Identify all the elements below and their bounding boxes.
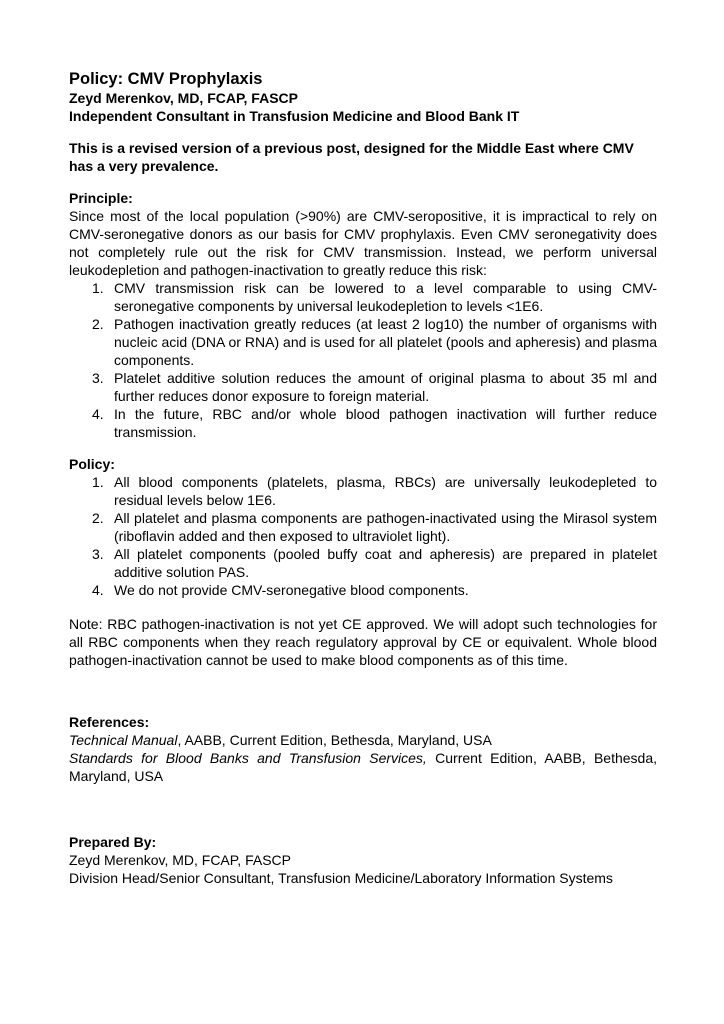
list-item xyxy=(69,581,657,599)
list-item xyxy=(69,473,657,509)
principle-heading: Principle: xyxy=(69,190,133,206)
list-number: 1. xyxy=(92,474,104,490)
reference-title: Standards for Blood Banks and Transfusion Services, xyxy=(69,750,427,766)
reference-title: Technical Manual xyxy=(69,732,178,748)
list-text: CMV transmission risk can be lowered to a level comparable to using CMV-seronegative components by universal leukodepletion to levels <1E6. xyxy=(114,280,657,314)
references-section xyxy=(69,713,657,785)
list-number: 1. xyxy=(92,280,104,296)
prepared-by-section xyxy=(69,833,657,887)
preparer-name: Zeyd Merenkov, MD, FCAP, FASCP xyxy=(69,852,291,868)
list-text: All platelet and plasma components are pathogen-inactivated using the Mirasol system (riboflavin added and then exposed to ultraviolet light). xyxy=(114,510,657,544)
list-item xyxy=(69,509,657,545)
policy-heading: Policy: xyxy=(69,456,115,472)
list-item xyxy=(69,369,657,405)
list-text: All blood components (platelets, plasma, RBCs) are universally leukodepleted to residual levels below 1E6. xyxy=(114,474,657,508)
preparer-role: Division Head/Senior Consultant, Transfusion Medicine/Laboratory Information Systems xyxy=(69,870,613,886)
list-item xyxy=(69,279,657,315)
principle-section xyxy=(69,189,657,441)
policy-list xyxy=(69,473,657,599)
principle-body: Since most of the local population (>90%) are CMV-seropositive, it is impractical to rely on CMV-seronegative donors as our basis for CMV prophylaxis. Even CMV seronegativity does not completely rule out the risk for CMV transmission. Instead, we perform universal leukodepletion and pathogen-inactivation to greatly reduce this risk: xyxy=(69,208,657,278)
list-item xyxy=(69,315,657,369)
list-number: 4. xyxy=(92,406,104,422)
list-number: 2. xyxy=(92,510,104,526)
reference-item xyxy=(69,731,657,749)
note-text: Note: RBC pathogen-inactivation is not yet CE approved. We will adopt such technologies for all RBC components when they reach regulatory approval by CE or equivalent. Whole blood pathogen-inactivation cannot be used to make blood components as of this time. xyxy=(69,616,657,668)
list-item xyxy=(69,405,657,441)
list-text: Platelet additive solution reduces the amount of original plasma to about 35 ml and further reduces donor exposure to foreign material. xyxy=(114,370,657,404)
list-item xyxy=(69,545,657,581)
intro-text: This is a revised version of a previous post, designed for the Middle East where CMV has a very prevalence. xyxy=(69,140,634,174)
author-role: Independent Consultant in Transfusion Medicine and Blood Bank IT xyxy=(69,108,520,124)
policy-section xyxy=(69,455,657,599)
list-text: All platelet components (pooled buffy coat and apheresis) are prepared in platelet additive solution PAS. xyxy=(114,546,657,580)
references-heading: References: xyxy=(69,714,150,730)
reference-item xyxy=(69,749,657,785)
list-text: We do not provide CMV-seronegative blood components. xyxy=(114,582,469,598)
list-number: 3. xyxy=(92,546,104,562)
document-title: Policy: CMV Prophylaxis xyxy=(69,70,263,88)
prepared-by-heading: Prepared By: xyxy=(69,834,157,850)
reference-details: Current Edition, AABB, Bethesda, Maryland, USA xyxy=(69,750,657,784)
author-name: Zeyd Merenkov, MD, FCAP, FASCP xyxy=(69,90,298,106)
document-page xyxy=(69,70,657,887)
list-text: In the future, RBC and/or whole blood pathogen inactivation will further reduce transmission. xyxy=(114,406,657,440)
reference-details: , AABB, Current Edition, Bethesda, Maryland, USA xyxy=(177,732,492,748)
principle-list xyxy=(69,279,657,441)
list-number: 2. xyxy=(92,316,104,332)
list-number: 4. xyxy=(92,582,104,598)
list-text: Pathogen inactivation greatly reduces (at least 2 log10) the number of organisms with nucleic acid (DNA or RNA) and is used for all platelet (pools and apheresis) and plasma components. xyxy=(114,316,657,368)
list-number: 3. xyxy=(92,370,104,386)
